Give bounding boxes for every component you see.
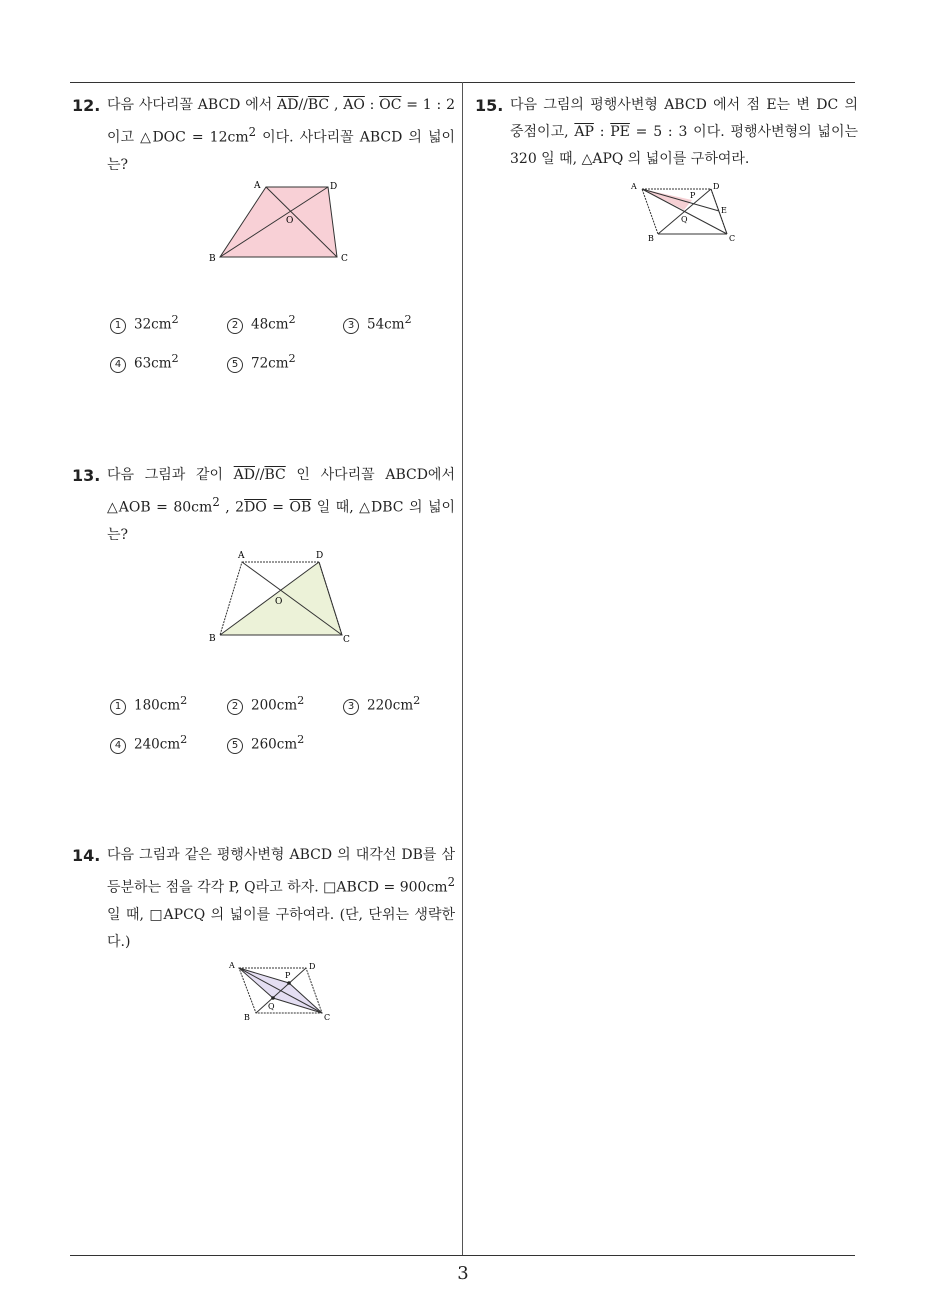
trapezoid-shape <box>220 187 337 257</box>
label-q: Q <box>681 215 688 224</box>
problem-number: 15. <box>475 96 504 115</box>
column-divider <box>462 82 463 1256</box>
shaded-triangle-apq <box>642 189 692 210</box>
problem-14 <box>72 842 455 956</box>
label-a: A <box>229 961 235 970</box>
problem-13 <box>72 462 455 549</box>
label-c: C <box>729 234 736 243</box>
choice-3[interactable]: 3 $54cm^2$ <box>343 313 412 334</box>
label-c: C <box>343 635 350 645</box>
page-number: 3 <box>457 1263 469 1284</box>
trapezoid-figure-12 <box>200 175 360 270</box>
choice-2[interactable]: 2 $200cm^2$ <box>227 694 304 715</box>
label-d: D <box>330 182 338 192</box>
choice-mark: 2 <box>227 318 243 334</box>
label-d: D <box>713 182 720 191</box>
diagonal-ac <box>239 968 322 1013</box>
label-a: A <box>631 182 637 191</box>
choice-3[interactable]: 3 $220cm^2$ <box>343 694 420 715</box>
problem-text: 다음 그림과 같이 $\overline{AD}//\overline{BC}$ 인 사다리꼴 ABCD에서 △AOB = $80cm^2$ , $2\overline{DO} = \overline{OB}$ 일 때, △DBC 의 넓이는? <box>107 467 455 543</box>
label-o: O <box>275 597 283 607</box>
label-c: C <box>341 254 348 264</box>
label-b: B <box>648 234 654 243</box>
problem-number: 14. <box>72 846 101 865</box>
label-d: D <box>316 551 324 561</box>
point-p <box>287 981 291 985</box>
choice-mark: 5 <box>227 738 243 754</box>
choice-4[interactable]: 4 $63cm^2$ <box>110 352 179 373</box>
parallelogram-figure-14 <box>225 956 340 1026</box>
label-a: A <box>238 551 245 561</box>
choice-5[interactable]: 5 $260cm^2$ <box>227 733 304 754</box>
choice-mark: 1 <box>110 699 126 715</box>
problem-number: 12. <box>72 96 101 115</box>
label-b: B <box>209 254 216 264</box>
problem-text: 다음 그림과 같은 평행사변형 ABCD 의 대각선 DB를 삼등분하는 점을 각각 P, Q라고 하자. □ABCD = $900cm^2$ 일 때, □APCQ 의 넓이를 구하여라. (단, 단위는 생략한다.) <box>107 847 455 950</box>
label-d: D <box>309 962 316 971</box>
label-c: C <box>324 1013 331 1022</box>
label-b: B <box>244 1013 250 1022</box>
choice-mark: 1 <box>110 318 126 334</box>
choice-mark: 2 <box>227 699 243 715</box>
trapezoid-figure-13 <box>200 545 360 650</box>
choice-1[interactable]: 1 $180cm^2$ <box>110 694 187 715</box>
problem-text: 다음 그림의 평행사변형 ABCD 에서 점 E는 변 DC 의 중점이고, $\overline{AP}$ : $\overline{PE} = 5$ : 3 이다. 평행사변형의 넓이는 320 일 때, △APQ 의 넓이를 구하여라. <box>510 97 858 167</box>
parallelogram-figure-15 <box>625 176 745 246</box>
point-q <box>271 996 275 1000</box>
problem-number: 13. <box>72 466 101 485</box>
label-b: B <box>209 634 216 644</box>
choice-2[interactable]: 2 $48cm^2$ <box>227 313 296 334</box>
label-p: P <box>285 971 291 980</box>
label-q: Q <box>268 1002 275 1011</box>
label-a: A <box>254 181 261 191</box>
choice-mark: 3 <box>343 699 359 715</box>
footer-rule <box>70 1255 855 1256</box>
choice-mark: 5 <box>227 357 243 373</box>
choice-mark: 3 <box>343 318 359 334</box>
choice-5[interactable]: 5 $72cm^2$ <box>227 352 296 373</box>
choice-1[interactable]: 1 $32cm^2$ <box>110 313 179 334</box>
label-p: P <box>690 191 696 200</box>
choice-4[interactable]: 4 $240cm^2$ <box>110 733 187 754</box>
choice-mark: 4 <box>110 357 126 373</box>
choice-mark: 4 <box>110 738 126 754</box>
problem-text: 다음 사다리꼴 ABCD 에서 $\overline{AD}//\overline{BC}$ , $\overline{AO}$ : $\overline{OC} = 1$ : 2 이고 △DOC = $12cm^2$ 이다. 사다리꼴 ABCD 의 넓이는? <box>107 97 455 173</box>
label-e: E <box>721 206 727 215</box>
problem-15 <box>475 92 858 173</box>
label-o: O <box>286 216 294 226</box>
problem-12 <box>72 92 455 179</box>
